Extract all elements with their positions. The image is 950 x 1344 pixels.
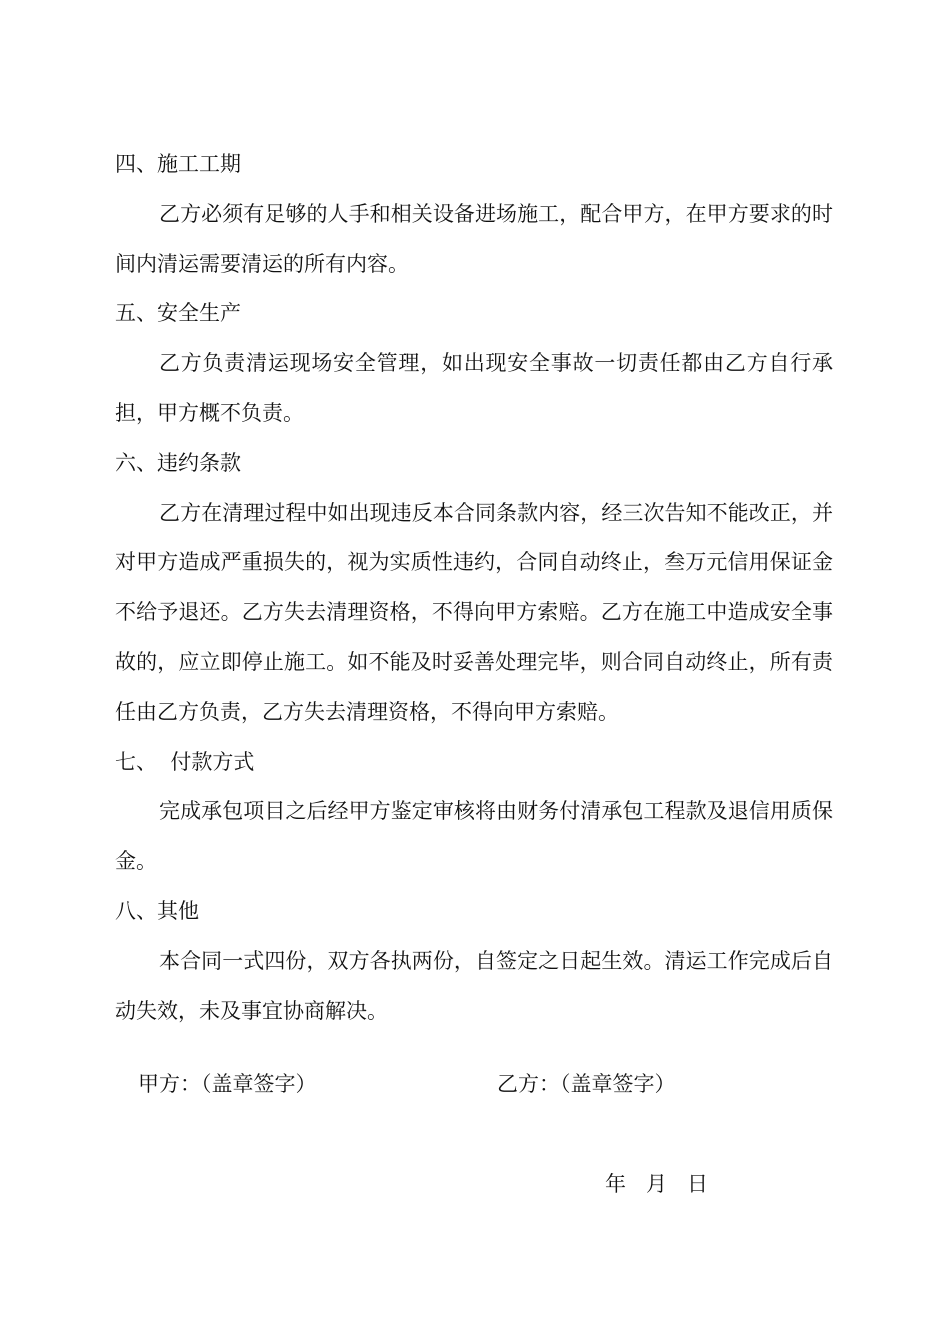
contract-body [115,140,833,1036]
section-4-title: 四、施工工期 [115,152,241,176]
section-4-body: 乙方必须有足够的人手和相关设备进场施工，配合甲方，在甲方要求的时间内清运需要清运的所有内容。 [115,201,833,276]
section-8-title: 八、其他 [115,898,199,923]
section-5-title: 五、安全生产 [115,301,241,326]
section-6-body: 乙方在清理过程中如出现违反本合同条款内容，经三次告知不能改正，并对甲方造成严重损失的，视为实质性违约，合同自动终止，叁万元信用保证金不给予退还。乙方失去清理资格，不得向甲方索赔。乙方在施工中造成安全事故的，应立即停止施工。如不能及时妥善处理完毕，则合同自动终止，所有责任由乙方负责，乙方失去清理资格，不得向甲方索赔。 [115,500,833,724]
section-7-body: 完成承包项目之后经甲方鉴定审核将由财务付清承包工程款及退信用质保金。 [115,799,833,874]
signing-date: 年 月 日 [605,1172,709,1196]
section-7-title: 七、 付款方式 [115,749,255,774]
party-b-signature: 乙方：（盖章签字） [497,1072,676,1096]
party-a-signature: 甲方：（盖章签字） [138,1072,317,1096]
section-8-body: 本合同一式四份，双方各执两份，自签定之日起生效。清运工作完成后自动失效，未及事宜协商解决。 [115,948,833,1023]
section-5-body: 乙方负责清运现场安全管理，如出现安全事故一切责任都由乙方自行承担，甲方概不负责。 [115,351,833,425]
section-6-title: 六、违约条款 [115,450,241,475]
